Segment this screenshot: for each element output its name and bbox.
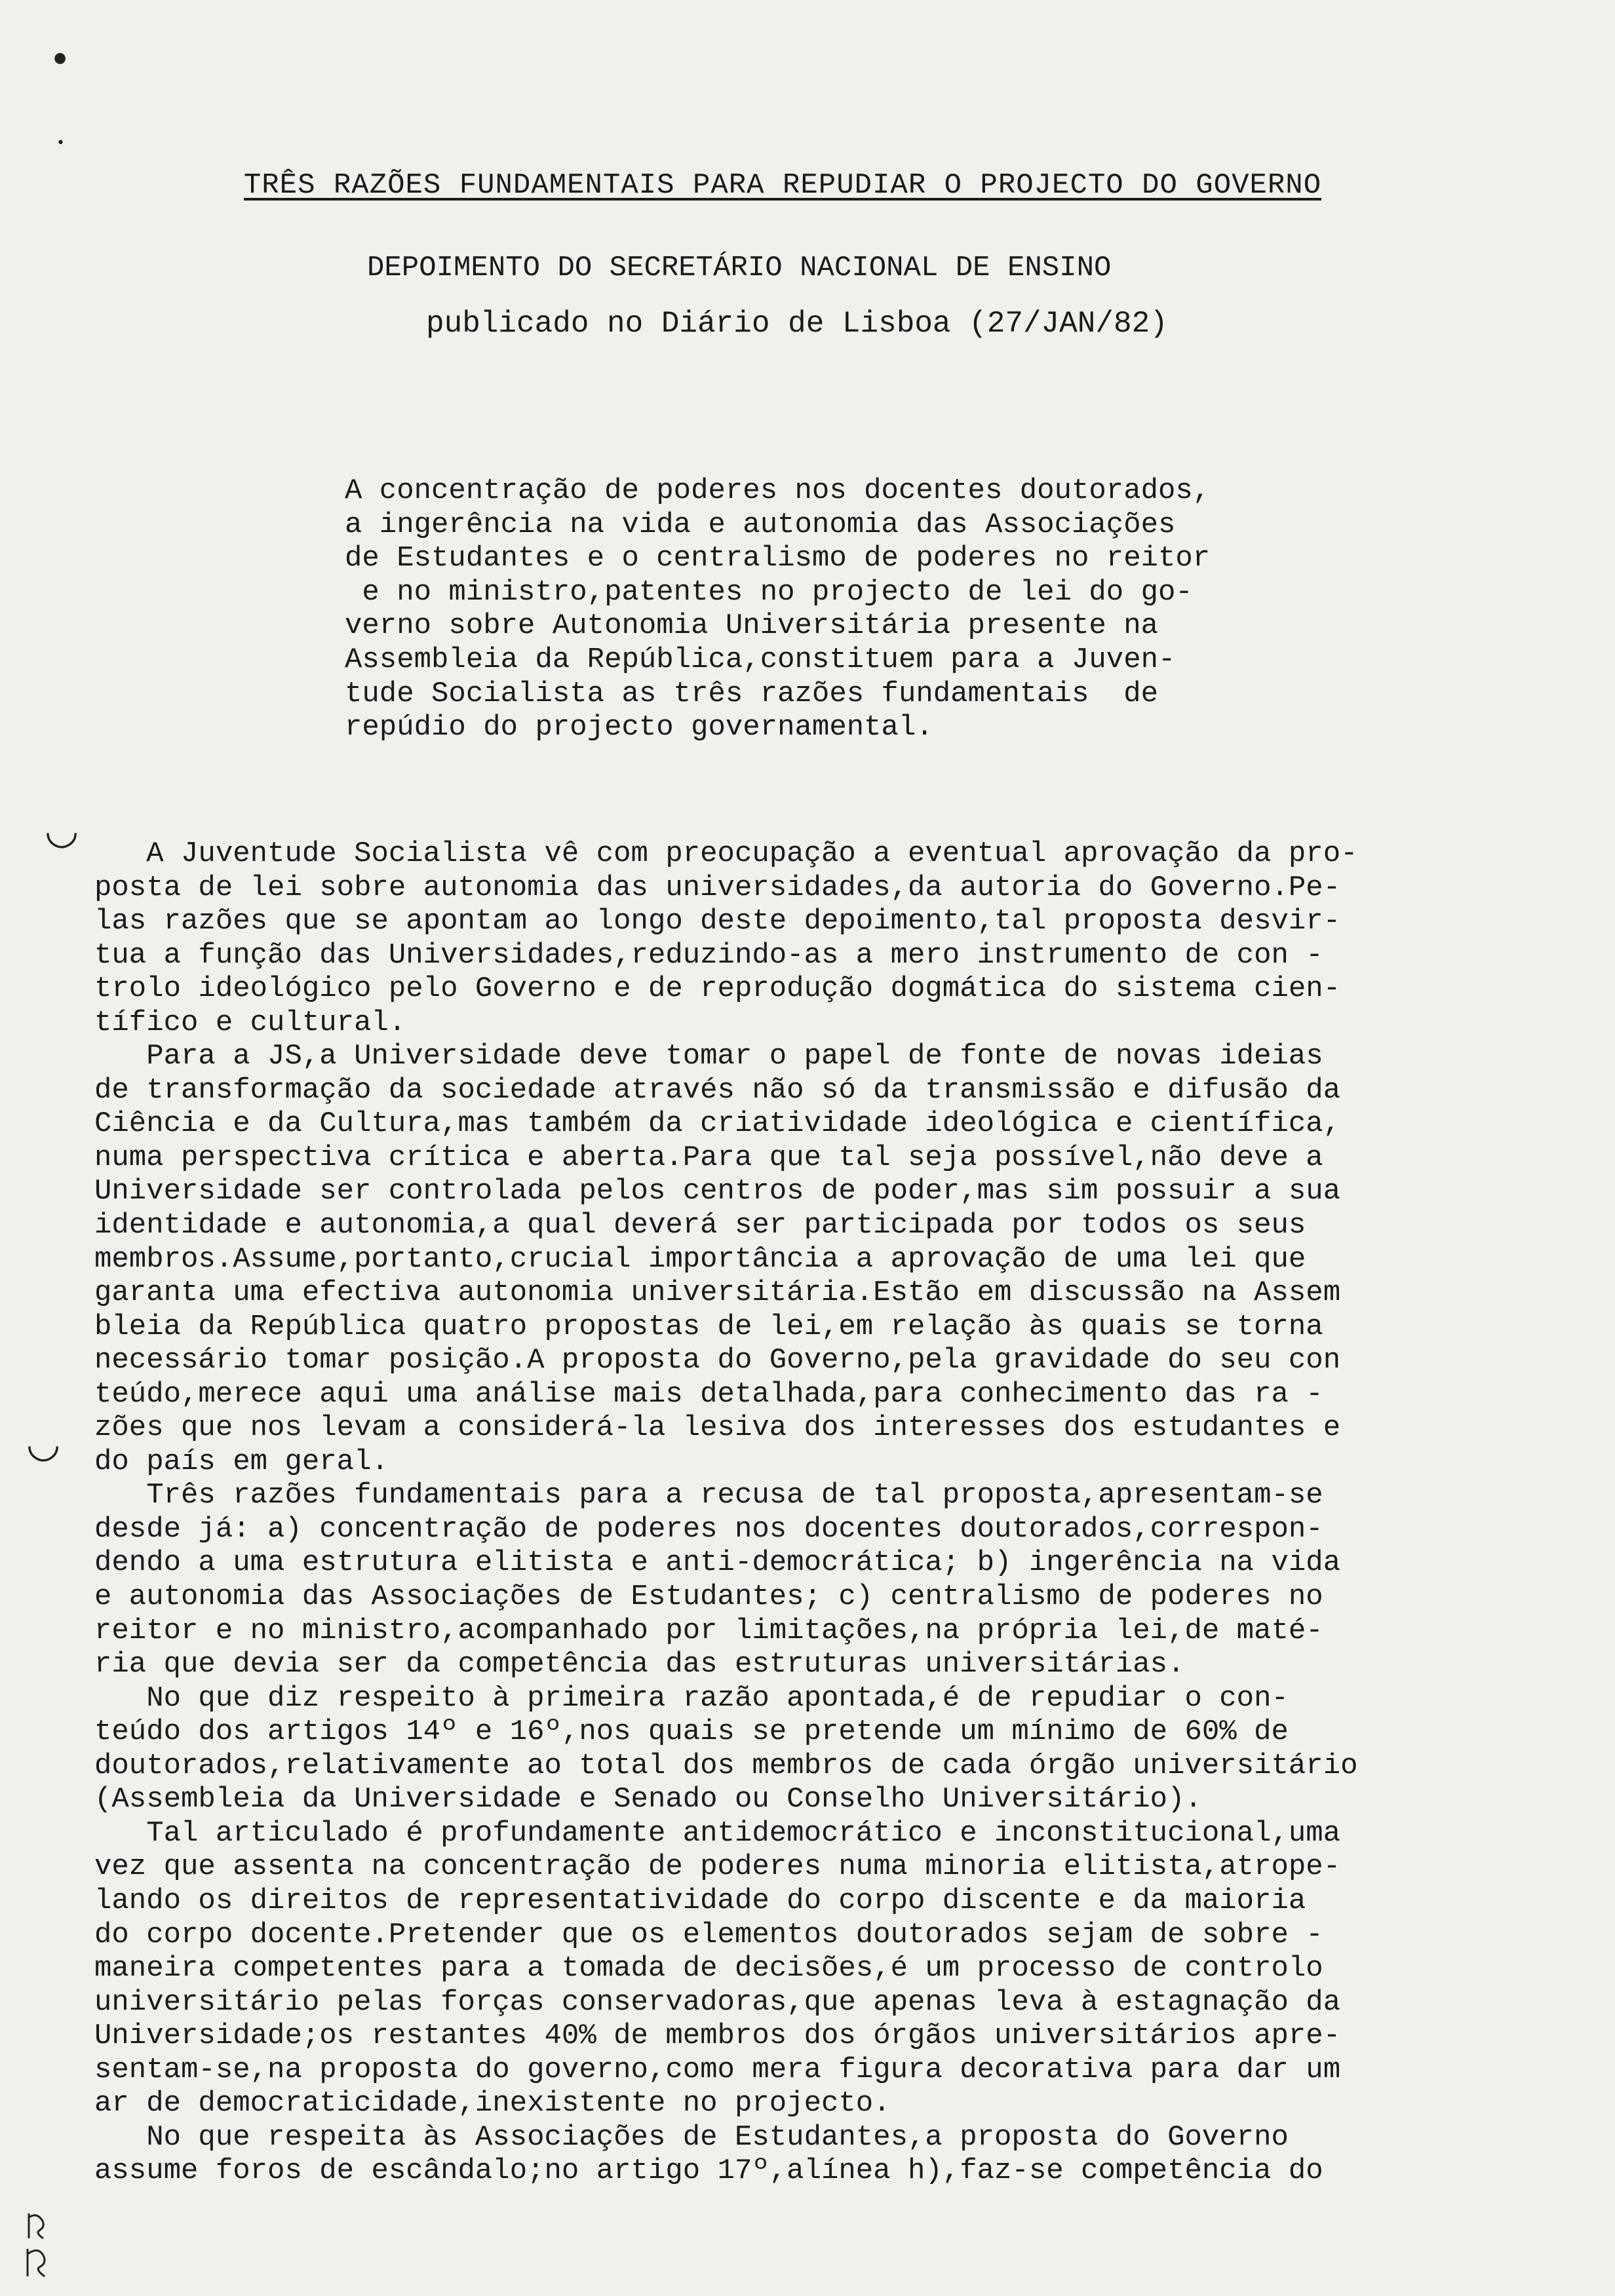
- body-text: A Juventude Socialista vê com preocupação a eventual aprovação da pro- posta de lei sobre autonomia das universidades,da autoria do Governo.Pe- las razões que se apontam ao longo deste depoimento,tal proposta desvir- tua a função das Universidades,reduzindo-as a mero instrumento de con - trolo ideológico pelo Governo e de reprodução dogmática do sistema cien- tífico e cultural. Para a JS,a Universidade deve tomar o papel de fonte de novas ideias de transformação da sociedade através não só da transmissão e difusão da Ciência e da Cultura,mas também da criatividade ideológica e científica, numa perspectiva crítica e aberta.Para que tal seja possível,não deve a Universidade ser controlada pelos centros de poder,mas sim possuir a sua identidade e autonomia,a qual deverá ser participada por todos os seus membros.Assume,portanto,crucial importância a aprovação de uma lei que garanta uma efectiva autonomia universitária.Estão em discussão na Assem bleia da República quatro propostas de lei,em relação às quais se torna necessário tomar posição.A proposta do Governo,pela gravidade do seu con teúdo,merece aqui uma análise mais detalhada,para conhecimento das ra - zões que nos levam a considerá-la lesiva dos interesses dos estudantes e do país em geral. Três razões fundamentais para a recusa de tal proposta,apresentam-se desde já: a) concentração de poderes nos docentes doutorados,correspon- dendo a uma estrutura elitista e anti-democrática; b) ingerência na vida e autonomia das Associações de Estudantes; c) centralismo de poderes no reitor e no ministro,acompanhado por limitações,na própria lei,de maté- ria que devia ser da competência das estruturas universitárias. No que diz respeito à primeira razão apontada,é de repudiar o con- teúdo dos artigos 14º e 16º,nos quais se pretende um mínimo de 60% de doutorados,relativamente ao total dos membros de cada órgão universitário (Assembleia da Universidade e Senado ou Conselho Universitário). Tal articulado é profundamente antidemocrático e inconstitucional,uma vez que assenta na concentração de poderes numa minoria elitista,atrope- lando os direitos de representatividade do corpo discente e da maioria do corpo docente.Pretender que os elementos doutorados sejam de sobre - maneira competentes para a tomada de decisões,é um processo de controlo universitário pelas forças conservadoras,que apenas leva à estagnação da Universidade;os restantes 40% de membros dos órgãos universitários apre- sentam-se,na proposta do governo,como mera figura decorativa para dar um ar de democraticidade,inexistente no projecto. No que respeita às Associações de Estudantes,a proposta do Governo assume foros de escândalo;no artigo 17º,alínea h),faz-se competência do: [94, 837, 1358, 2188]
- margin-mark: •: [56, 135, 65, 151]
- document-subtitle: DEPOIMENTO DO SECRETÁRIO NACIONAL DE ENSINO: [367, 252, 1112, 284]
- lead-paragraph: A concentração de poderes nos docentes doutorados, a ingerência na vida e autonomia das Associações de Estudantes e o centralismo de poderes no reitor e no ministro,patentes no projecto de lei do go- verno sobre Autonomia Universitária presente na Assembleia da República,constituem para a Juven- tude Socialista as três razões fundamentais de repúdio do projecto governamental.: [345, 474, 1211, 744]
- margin-mark: ●: [54, 50, 67, 66]
- handwritten-page-number: [24, 2208, 52, 2287]
- margin-bracket-mark: ◡: [26, 1421, 61, 1466]
- margin-bracket-mark: ◡: [45, 807, 79, 853]
- document-title: TRÊS RAZÕES FUNDAMENTAIS PARA REPUDIAR O PROJECTO DO GOVERNO: [243, 169, 1322, 202]
- page-number-glyphs: [24, 2208, 52, 2280]
- publication-line: publicado no Diário de Lisboa (27/JAN/82): [426, 307, 1168, 341]
